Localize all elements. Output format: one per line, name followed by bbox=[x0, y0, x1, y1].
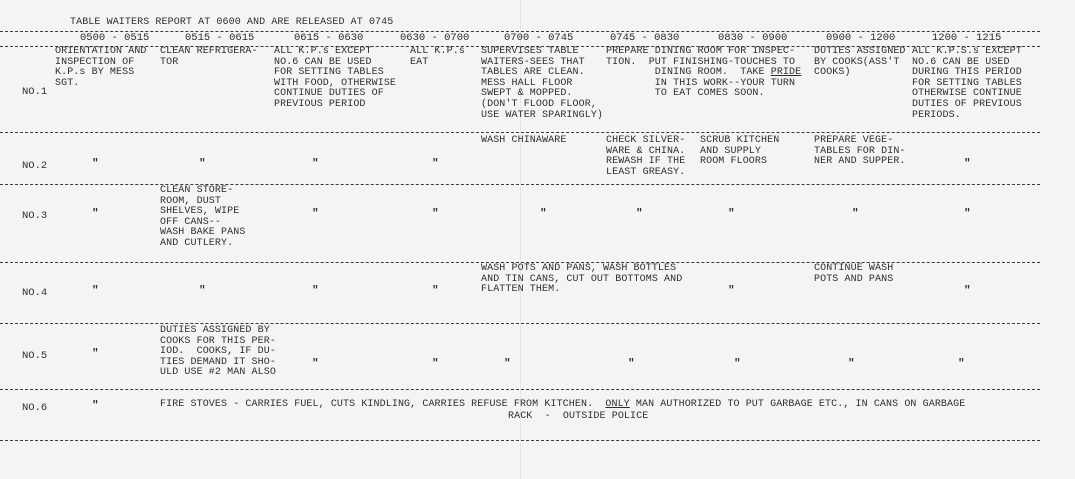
ditto-mark: " bbox=[199, 158, 206, 170]
ditto-mark: " bbox=[540, 208, 547, 220]
col-header-0745: 0745 - 0830 bbox=[610, 32, 680, 44]
r3-c2-text: CLEAN STORE- ROOM, DUST SHELVES, WIPE OFF CANS-- WASH BAKE PANS AND CUTLERY. bbox=[160, 185, 246, 249]
r5-c2-text: DUTIES ASSIGNED BY COOKS FOR THIS PER- IOD. COOKS, IF DU- TIES DEMAND IT SHO- ULD USE #2 MAN ALSO bbox=[160, 325, 276, 379]
row-divider-4 bbox=[0, 323, 1040, 324]
r1-c4-text: ALL K.P.s EAT bbox=[410, 46, 465, 68]
ditto-mark: " bbox=[958, 358, 965, 370]
r4-c5-text: WASH POTS AND PANS, WASH BOTTLES AND TIN CANS, CUT OUT BOTTOMS AND FLATTEN THEM. bbox=[481, 263, 683, 296]
col-header-0900: 0900 - 1200 bbox=[826, 32, 896, 44]
r1-c3-text: ALL K.P.s EXCEPT NO.6 CAN BE USED FOR SETTING TABLES WITH FOOD, OTHERWISE CONTINUE DUTIES OF PREVIOUS PERIOD bbox=[274, 46, 397, 110]
col-header-0700: 0700 - 0745 bbox=[504, 32, 574, 44]
ditto-mark: " bbox=[432, 158, 439, 170]
r2-c8-text: PREPARE VEGE- TABLES FOR DIN- NER AND SUPPER. bbox=[814, 135, 906, 168]
ditto-mark: " bbox=[628, 358, 635, 370]
r6-line2: RACK - OUTSIDE POLICE bbox=[508, 411, 649, 422]
r4-c8-text: CONTINUE WASH POTS AND PANS bbox=[814, 263, 894, 285]
pride-underlined: PRIDE bbox=[770, 67, 802, 79]
r1-c8-text: DUTIES ASSIGNED BY COOKS(ASS'T COOKS) bbox=[814, 46, 906, 79]
r6-line1: FIRE STOVES - CARRIES FUEL, CUTS KINDLING, CARRIES REFUSE FROM KITCHEN. ONLY MAN AUTHORIZED TO PUT GARBAGE ETC., IN CANS ON GARBAGE bbox=[160, 399, 966, 410]
ditto-mark: " bbox=[92, 158, 99, 170]
row-label-no3: NO.3 bbox=[22, 210, 48, 222]
r1-c2-text: CLEAN REFRIGERA- TOR bbox=[160, 46, 258, 68]
ditto-mark: " bbox=[964, 285, 971, 297]
row-divider-1 bbox=[0, 132, 1040, 133]
r1-c5-text: SUPERVISES TABLE WAITERS-SEES THAT TABLES ARE CLEAN. MESS HALL FLOOR SWEPT & MOPPED. (DON'T FLOOD FLOOR, USE WATER SPARINGLY) bbox=[481, 46, 604, 121]
row-label-no1: NO.1 bbox=[22, 86, 48, 98]
r1-c1-text: ORIENTATION AND INSPECTION OF K.P.s BY MESS SGT. bbox=[55, 46, 147, 89]
ditto-mark: " bbox=[848, 358, 855, 370]
ditto-mark: " bbox=[92, 208, 99, 220]
ditto-mark: " bbox=[312, 208, 319, 220]
ditto-mark: " bbox=[852, 208, 859, 220]
ditto-mark: " bbox=[636, 208, 643, 220]
ditto-mark: " bbox=[312, 285, 319, 297]
only-underlined: ONLY bbox=[605, 399, 630, 410]
ditto-mark: " bbox=[728, 208, 735, 220]
row-divider-2 bbox=[0, 184, 1040, 185]
col-header-0500: 0500 - 0515 bbox=[80, 32, 150, 44]
col-header-0615: 0615 - 0630 bbox=[294, 32, 364, 44]
row-divider-6 bbox=[0, 440, 1040, 441]
ditto-mark: " bbox=[312, 158, 319, 170]
row-divider-5 bbox=[0, 389, 1040, 390]
ditto-mark: " bbox=[964, 158, 971, 170]
ditto-mark: " bbox=[92, 400, 99, 412]
ditto-mark: " bbox=[432, 285, 439, 297]
r2-c5-text: WASH CHINAWARE bbox=[481, 135, 567, 146]
row-label-no4: NO.4 bbox=[22, 287, 48, 299]
r1-c9-text: ALL K.P.S.s EXCEPT NO.6 CAN BE USED DURING THIS PERIOD FOR SETTING TABLES OTHERWISE CONTINUE DUTIES OF PREVIOUS PERIODS. bbox=[912, 46, 1022, 121]
col-header-1200: 1200 - 1215 bbox=[932, 32, 1002, 44]
col-header-0630: 0630 - 0700 bbox=[400, 32, 470, 44]
col-header-0515: 0515 - 0615 bbox=[185, 32, 255, 44]
ditto-mark: " bbox=[734, 358, 741, 370]
ditto-mark: " bbox=[92, 348, 99, 360]
col-header-0830: 0830 - 0900 bbox=[718, 32, 788, 44]
ditto-mark: " bbox=[312, 358, 319, 370]
row-label-no6: NO.6 bbox=[22, 402, 48, 414]
ditto-mark: " bbox=[504, 358, 511, 370]
r2-c7-text: SCRUB KITCHEN AND SUPPLY ROOM FLOORS bbox=[700, 135, 780, 168]
r2-c6-text: CHECK SILVER- WARE & CHINA. REWASH IF THE LEAST GREASY. bbox=[606, 135, 686, 178]
ditto-mark: " bbox=[964, 208, 971, 220]
ditto-mark: " bbox=[728, 285, 735, 297]
report-title: TABLE WAITERS REPORT AT 0600 AND ARE RELEASED AT 0745 bbox=[70, 17, 394, 28]
ditto-mark: " bbox=[432, 208, 439, 220]
r1-c6-text: PREPARE DINING ROOM FOR INSPEC- TION. PUT FINISHING-TOUCHES TO DINING ROOM. TAKE PRIDE IN THIS WORK--YOUR TURN TO EAT COMES SOON. bbox=[606, 46, 802, 100]
ditto-mark: " bbox=[432, 358, 439, 370]
ditto-mark: " bbox=[92, 285, 99, 297]
row-label-no5: NO.5 bbox=[22, 350, 48, 362]
ditto-mark: " bbox=[199, 285, 206, 297]
row-label-no2: NO.2 bbox=[22, 160, 48, 172]
